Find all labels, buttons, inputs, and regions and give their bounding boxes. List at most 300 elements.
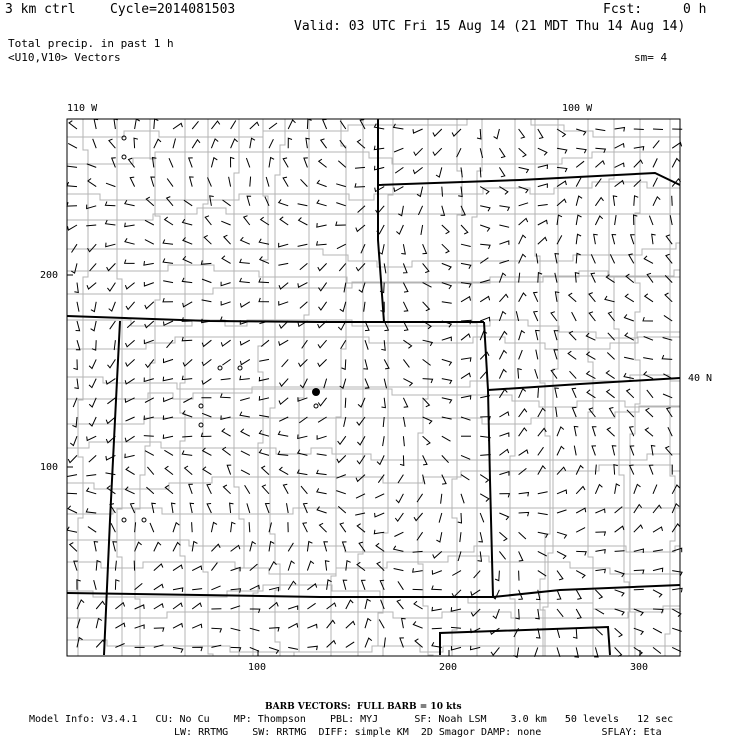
wind-barb: [74, 561, 78, 571]
wind-barb: [70, 543, 77, 552]
wind-barb: [423, 436, 430, 445]
wind-barb: [301, 179, 308, 186]
wind-barb: [288, 543, 293, 552]
forecast-label: Fcst:: [603, 2, 643, 17]
x-tick-label: 200: [439, 662, 458, 673]
wind-barb: [624, 373, 634, 379]
wind-barb: [461, 396, 471, 400]
wind-barb: [307, 624, 317, 628]
wind-barb: [576, 215, 581, 225]
wind-barb: [401, 244, 405, 254]
wind-barb: [164, 398, 174, 402]
wind-barb: [167, 179, 173, 187]
wind-barb: [607, 390, 615, 398]
station-marker: [142, 518, 146, 522]
wind-barb: [576, 129, 586, 135]
wind-barb: [480, 296, 489, 301]
wind-barb: [231, 139, 238, 148]
wind-barb: [91, 302, 96, 312]
wind-barb: [576, 508, 586, 513]
wind-barb: [624, 314, 633, 321]
wind-barb: [432, 607, 442, 611]
wind-barb: [499, 532, 507, 541]
county-line: [588, 119, 593, 656]
wind-barb: [653, 550, 663, 552]
wind-barb: [203, 448, 212, 456]
wind-barb: [667, 408, 673, 417]
wind-barb: [68, 225, 78, 230]
wind-barb: [458, 187, 462, 197]
wind-barb: [374, 124, 384, 129]
wind-barb: [557, 647, 560, 657]
wind-barb: [107, 263, 116, 270]
wind-barb: [109, 302, 116, 311]
wind-barb: [183, 411, 192, 418]
wind-barb: [595, 532, 605, 536]
wind-barb: [574, 446, 576, 456]
wind-barb: [647, 273, 653, 282]
wind-barb: [288, 138, 292, 148]
boundary-kansas-nebraska: [488, 378, 680, 390]
wind-barb: [320, 523, 327, 532]
wind-barb: [595, 179, 601, 187]
county-line: [67, 606, 680, 618]
wind-barb: [250, 628, 260, 631]
model-info-line1: Model Info: V3.4.1 CU: No Cu MP: Thompson PBL: MYJ SF: Noah LSM 3.0 km 50 levels 12 sec: [29, 714, 674, 725]
wind-barb: [283, 177, 288, 187]
wind-barb: [460, 532, 461, 542]
wind-barb: [439, 513, 442, 523]
wind-barb: [398, 475, 403, 483]
wind-barb: [576, 196, 582, 206]
wind-barb: [615, 551, 625, 552]
wind-barb: [280, 217, 288, 225]
wind-barb: [480, 513, 484, 522]
wind-barb: [342, 359, 346, 369]
wind-barb: [480, 475, 488, 483]
wind-barb: [76, 321, 80, 331]
wind-barb: [259, 377, 269, 381]
wind-barb: [302, 340, 308, 348]
wind-barb: [317, 470, 327, 475]
wind-barb: [519, 409, 527, 417]
wind-barb: [182, 278, 192, 283]
wind-barb: [615, 590, 624, 597]
wind-barb: [359, 283, 365, 293]
wind-barb: [495, 571, 499, 581]
wind-barb: [269, 123, 277, 129]
wind-barb: [125, 454, 135, 458]
wind-barb: [154, 628, 164, 632]
wind-barb: [279, 243, 289, 247]
wind-barb: [301, 486, 307, 494]
wind-barb: [262, 466, 269, 475]
wind-barb: [135, 119, 140, 129]
wind-barb: [299, 359, 308, 366]
wind-barb: [461, 455, 470, 459]
wind-barb: [154, 604, 164, 609]
wind-barb: [190, 503, 194, 513]
wind-barb: [653, 505, 661, 513]
wind-barb: [317, 180, 326, 187]
wind-barb: [480, 494, 489, 502]
wind-barb: [165, 466, 173, 474]
wind-barb: [634, 525, 643, 532]
wind-barb: [173, 523, 179, 533]
wind-barb: [282, 359, 289, 367]
wind-barb: [499, 351, 506, 360]
wind-barb: [595, 485, 602, 494]
wind-barb: [382, 398, 386, 408]
wind-barb: [259, 298, 269, 302]
wind-barb: [240, 340, 250, 345]
wind-barb: [87, 436, 97, 440]
wind-barb: [569, 293, 577, 302]
wind-barb: [71, 263, 77, 273]
wind-barb: [652, 234, 656, 244]
wind-barb: [240, 302, 249, 307]
wind-barb: [442, 398, 452, 404]
wind-barb: [491, 647, 499, 655]
wind-barb: [615, 628, 623, 637]
wind-barb: [380, 580, 384, 590]
wind-barb: [499, 370, 506, 379]
wind-barb: [145, 240, 154, 245]
wind-barb: [398, 581, 404, 589]
wind-barb: [631, 235, 635, 245]
wind-barb: [69, 121, 77, 129]
wind-barb: [365, 599, 371, 609]
wind-barb: [432, 570, 442, 574]
wind-barb: [634, 147, 644, 151]
wind-barb: [557, 571, 563, 580]
wind-barb: [266, 177, 269, 187]
wind-barb: [461, 263, 471, 268]
wind-barb: [223, 200, 231, 206]
wind-barb: [250, 542, 256, 552]
wind-barb: [70, 436, 77, 445]
wind-barb: [146, 487, 153, 494]
wind-barb: [461, 297, 471, 302]
wind-barb: [250, 138, 255, 148]
wind-barb: [154, 542, 161, 551]
wind-barb: [266, 504, 270, 514]
wind-barb: [151, 177, 155, 187]
wind-barb: [557, 609, 563, 617]
wind-barb: [627, 389, 634, 398]
wind-barb: [375, 513, 385, 517]
wind-barb: [643, 317, 653, 321]
wind-barb: [592, 446, 596, 456]
boundary-texas-panhandle: [440, 627, 610, 655]
wind-barb: [432, 586, 442, 590]
wind-barb: [624, 357, 634, 359]
wind-barb: [480, 244, 490, 249]
wind-barb: [480, 225, 489, 232]
wind-barb: [442, 379, 452, 384]
wind-barb: [606, 371, 614, 379]
wind-barb: [610, 408, 615, 418]
wind-barb: [304, 158, 308, 168]
wind-barb: [653, 647, 661, 653]
wind-barb: [499, 494, 509, 498]
wind-barb: [461, 334, 470, 340]
wind-barb: [67, 475, 77, 477]
wind-barb: [356, 225, 365, 231]
wind-barb: [587, 390, 595, 398]
wind-barb: [192, 624, 202, 628]
wind-barb: [421, 225, 423, 235]
wind-barb: [317, 454, 327, 456]
wind-barb: [423, 244, 427, 254]
wind-barb: [519, 532, 526, 539]
wind-barb: [413, 129, 423, 133]
wind-barb: [394, 546, 404, 552]
wind-barb: [573, 628, 577, 638]
wind-barb: [364, 302, 365, 312]
wind-barb: [518, 369, 522, 379]
wind-barb: [645, 294, 653, 302]
wind-barb: [493, 609, 500, 618]
wind-barb: [376, 206, 385, 214]
wind-barb: [241, 429, 250, 436]
wind-barb: [74, 283, 78, 293]
wind-barb: [336, 203, 346, 206]
wind-barb: [150, 523, 154, 532]
wind-barb: [182, 436, 192, 437]
wind-barb: [163, 435, 173, 439]
wind-barb: [595, 609, 604, 614]
wind-barb: [231, 121, 236, 130]
wind-barb: [125, 398, 135, 402]
wind-barb: [269, 603, 278, 609]
wind-barb: [173, 624, 183, 629]
wind-barb: [384, 263, 386, 273]
wind-barb: [259, 278, 269, 282]
wind-barb: [106, 220, 116, 225]
wind-barb: [145, 321, 154, 328]
wind-barb: [403, 263, 407, 273]
axis-ticks: [67, 275, 640, 656]
wind-barb: [358, 206, 365, 213]
wind-barb: [519, 293, 527, 302]
wind-barb: [615, 609, 625, 615]
wind-barb: [299, 218, 308, 226]
wind-barb: [167, 340, 174, 348]
wind-barb: [519, 235, 526, 244]
wind-barb: [396, 225, 403, 234]
wind-barb: [555, 292, 559, 302]
wind-barb: [126, 302, 135, 310]
wind-barb: [205, 216, 211, 225]
wind-barb: [307, 646, 317, 650]
wind-barb: [278, 431, 288, 436]
wind-barb: [336, 222, 346, 226]
wind-barb: [538, 466, 546, 475]
wind-barb: [664, 315, 672, 321]
longitude-label-100w: 100 W: [562, 103, 593, 114]
wind-barb: [135, 583, 143, 589]
wind-barb: [355, 513, 365, 515]
wind-barb: [538, 129, 543, 139]
wind-barb: [414, 601, 423, 609]
wind-barb: [589, 312, 595, 321]
wind-barb: [192, 647, 202, 651]
wind-barb: [221, 415, 231, 419]
wind-barb: [240, 359, 249, 364]
wind-barb: [211, 628, 221, 632]
wind-barb: [403, 436, 404, 446]
wind-barb: [269, 587, 279, 591]
wind-barb: [630, 446, 634, 456]
wind-barb: [535, 647, 538, 656]
wind-barb: [247, 503, 250, 513]
wind-barb: [626, 274, 634, 283]
wind-barb: [595, 465, 596, 475]
wind-barb: [222, 429, 231, 437]
station-marker-filled: [313, 389, 320, 396]
wind-barb: [317, 435, 327, 439]
wind-barb: [221, 282, 231, 286]
wind-barb: [163, 240, 173, 245]
wind-barb: [576, 528, 585, 533]
wind-barb: [536, 254, 538, 264]
wind-barb: [211, 522, 217, 532]
wind-barb: [231, 157, 235, 167]
wind-barb: [672, 524, 680, 532]
wind-barb: [499, 433, 509, 437]
wind-barb: [135, 605, 145, 609]
wind-barb: [461, 417, 471, 420]
wind-barb: [94, 542, 98, 552]
wind-barb: [381, 600, 385, 609]
wind-barb: [414, 148, 423, 155]
wind-barb: [185, 466, 193, 475]
wind-barb: [442, 302, 452, 303]
wind-barb: [612, 235, 616, 245]
wind-barb: [649, 216, 653, 225]
wind-barb: [300, 302, 308, 309]
wind-barb: [357, 524, 365, 533]
wind-barb: [204, 235, 211, 244]
wind-barb: [346, 561, 351, 571]
wind-barb: [88, 244, 97, 252]
wind-barb: [245, 485, 250, 494]
boundary-nebraska-dakota: [378, 173, 680, 185]
wind-barb: [340, 523, 346, 532]
wind-barb: [591, 273, 595, 283]
wind-barb: [663, 338, 673, 341]
county-line: [630, 119, 640, 656]
wind-barb: [357, 140, 365, 149]
wind-barb: [240, 398, 250, 401]
wind-barb: [634, 196, 638, 206]
wind-barb: [653, 568, 663, 572]
wind-barb: [499, 412, 509, 417]
wind-barb: [451, 627, 461, 628]
wind-barb: [653, 158, 657, 167]
county-line: [67, 556, 680, 574]
wind-barb: [519, 218, 528, 225]
wind-barb: [519, 148, 526, 157]
wind-barb: [605, 296, 615, 302]
model-info-line2: LW: RRTMG SW: RRTMG DIFF: simple KM 2D Smagor DAMP: none SFLAY: Eta: [174, 727, 662, 738]
wind-barb: [145, 220, 154, 225]
wind-barb: [519, 254, 526, 263]
station-marker: [238, 366, 242, 370]
wind-barb: [480, 371, 487, 379]
wind-barb: [591, 254, 595, 263]
wind-barb: [555, 388, 559, 398]
wind-barb: [634, 505, 642, 513]
wind-barb: [211, 121, 219, 129]
wind-barb: [249, 522, 250, 532]
station-marker: [122, 518, 126, 522]
wind-barb: [96, 619, 102, 629]
wind-barb: [395, 513, 403, 521]
wind-barb: [644, 256, 653, 264]
wind-barb: [72, 417, 77, 427]
wind-barb: [613, 196, 617, 206]
wind-barb: [555, 273, 557, 283]
wind-barb: [288, 606, 298, 610]
latitude-label-40n: 40 N: [688, 373, 713, 384]
wind-barb: [672, 588, 682, 592]
wind-barb: [576, 234, 581, 244]
wind-barb: [163, 259, 173, 264]
wind-barb: [572, 312, 577, 321]
wind-barb: [379, 620, 384, 629]
wind-barb: [442, 337, 452, 341]
wind-barb: [278, 451, 288, 456]
station-marker: [122, 155, 126, 159]
wind-barb: [576, 178, 581, 187]
wind-barb: [154, 139, 161, 148]
wind-barb: [625, 294, 634, 302]
wind-barb: [107, 283, 115, 291]
wind-barb: [383, 436, 385, 446]
station-marker: [314, 404, 318, 408]
wind-barb: [534, 311, 538, 321]
wind-barb: [318, 340, 327, 348]
wind-barb: [318, 398, 326, 406]
wind-barb: [608, 333, 615, 340]
wind-barb: [365, 340, 368, 350]
wind-barb: [89, 379, 96, 388]
wind-barb: [319, 302, 327, 310]
forecast-value: 0 h: [683, 2, 707, 17]
wind-barb: [247, 196, 251, 206]
wind-barb: [221, 340, 230, 346]
wind-barb: [480, 352, 489, 359]
wind-barb: [77, 580, 81, 590]
wind-barb: [211, 544, 220, 551]
wind-barb: [91, 321, 97, 331]
wind-barb: [173, 139, 176, 149]
wind-barb: [154, 584, 163, 590]
wind-barb: [269, 562, 277, 571]
wind-barb: [394, 532, 403, 536]
wind-barb: [192, 589, 202, 590]
wind-barb: [375, 187, 385, 192]
wind-barb: [288, 581, 296, 590]
wind-barb: [499, 206, 509, 211]
wind-barb: [192, 566, 202, 571]
wind-barb: [576, 571, 585, 579]
wind-barb: [576, 590, 581, 600]
county-boundaries: [67, 119, 680, 656]
wind-barb: [250, 177, 251, 187]
